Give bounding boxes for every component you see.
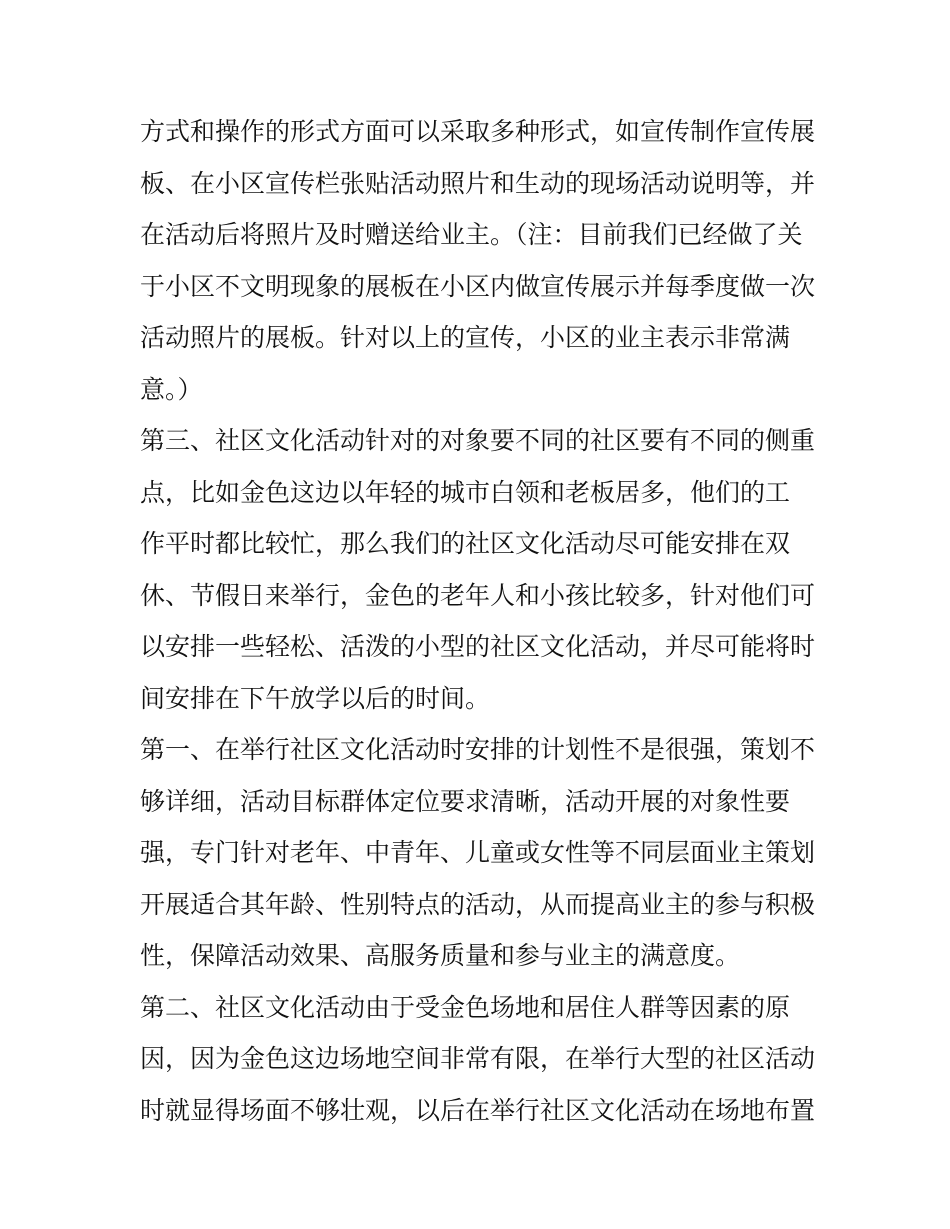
text-line: 第三、社区文化活动针对的对象要不同的社区要有不同的侧重 (140, 426, 816, 455)
text-line: 第二、社区文化活动由于受金色场地和居住人群等因素的原 (140, 992, 791, 1022)
text-line: 第一、在举行社区文化活动时安排的计划性不是很强，策划不 (140, 735, 816, 764)
text-line: 板、在小区宣传栏张贴活动照片和生动的现场活动说明等，并 (140, 168, 816, 198)
text-line: 于小区不文明现象的展板在小区内做宣传展示并每季度做一次 (140, 271, 816, 301)
text-line: 点，比如金色这边以年轻的城市白领和老板居多，他们的工 (140, 477, 791, 507)
text-line: 活动照片的展板。针对以上的宣传，小区的业主表示非常满 (140, 323, 791, 352)
text-line: 意。） (140, 374, 203, 404)
text-line: 休、节假日来举行，金色的老年人和小孩比较多，针对他们可 (140, 580, 816, 610)
text-line: 时就显得场面不够壮观，以后在举行社区文化活动在场地布置 (140, 1095, 816, 1125)
text-line: 作平时都比较忙，那么我们的社区文化活动尽可能安排在双 (140, 529, 791, 558)
text-line: 在活动后将照片及时赠送给业主。（注：目前我们已经做了关 (140, 220, 803, 249)
text-line: 强，专门针对老年、中青年、儿童或女性等不同层面业主策划 (140, 838, 816, 867)
body-text (140, 106, 820, 1136)
text-line: 以安排一些轻松、活泼的小型的社区文化活动，并尽可能将时 (140, 632, 816, 661)
text-line: 因，因为金色这边场地空间非常有限，在举行大型的社区活动 (140, 1044, 816, 1073)
text-line: 性，保障活动效果、高服务质量和参与业主的满意度。 (140, 941, 741, 970)
text-line: 间安排在下午放学以后的时间。 (140, 683, 491, 713)
text-line: 够详细，活动目标群体定位要求清晰，活动开展的对象性要 (140, 786, 791, 816)
text-line: 方式和操作的形式方面可以采取多种形式，如宣传制作宣传展 (140, 117, 816, 146)
text-line: 开展适合其年龄、性别特点的活动，从而提高业主的参与积极 (140, 889, 816, 919)
